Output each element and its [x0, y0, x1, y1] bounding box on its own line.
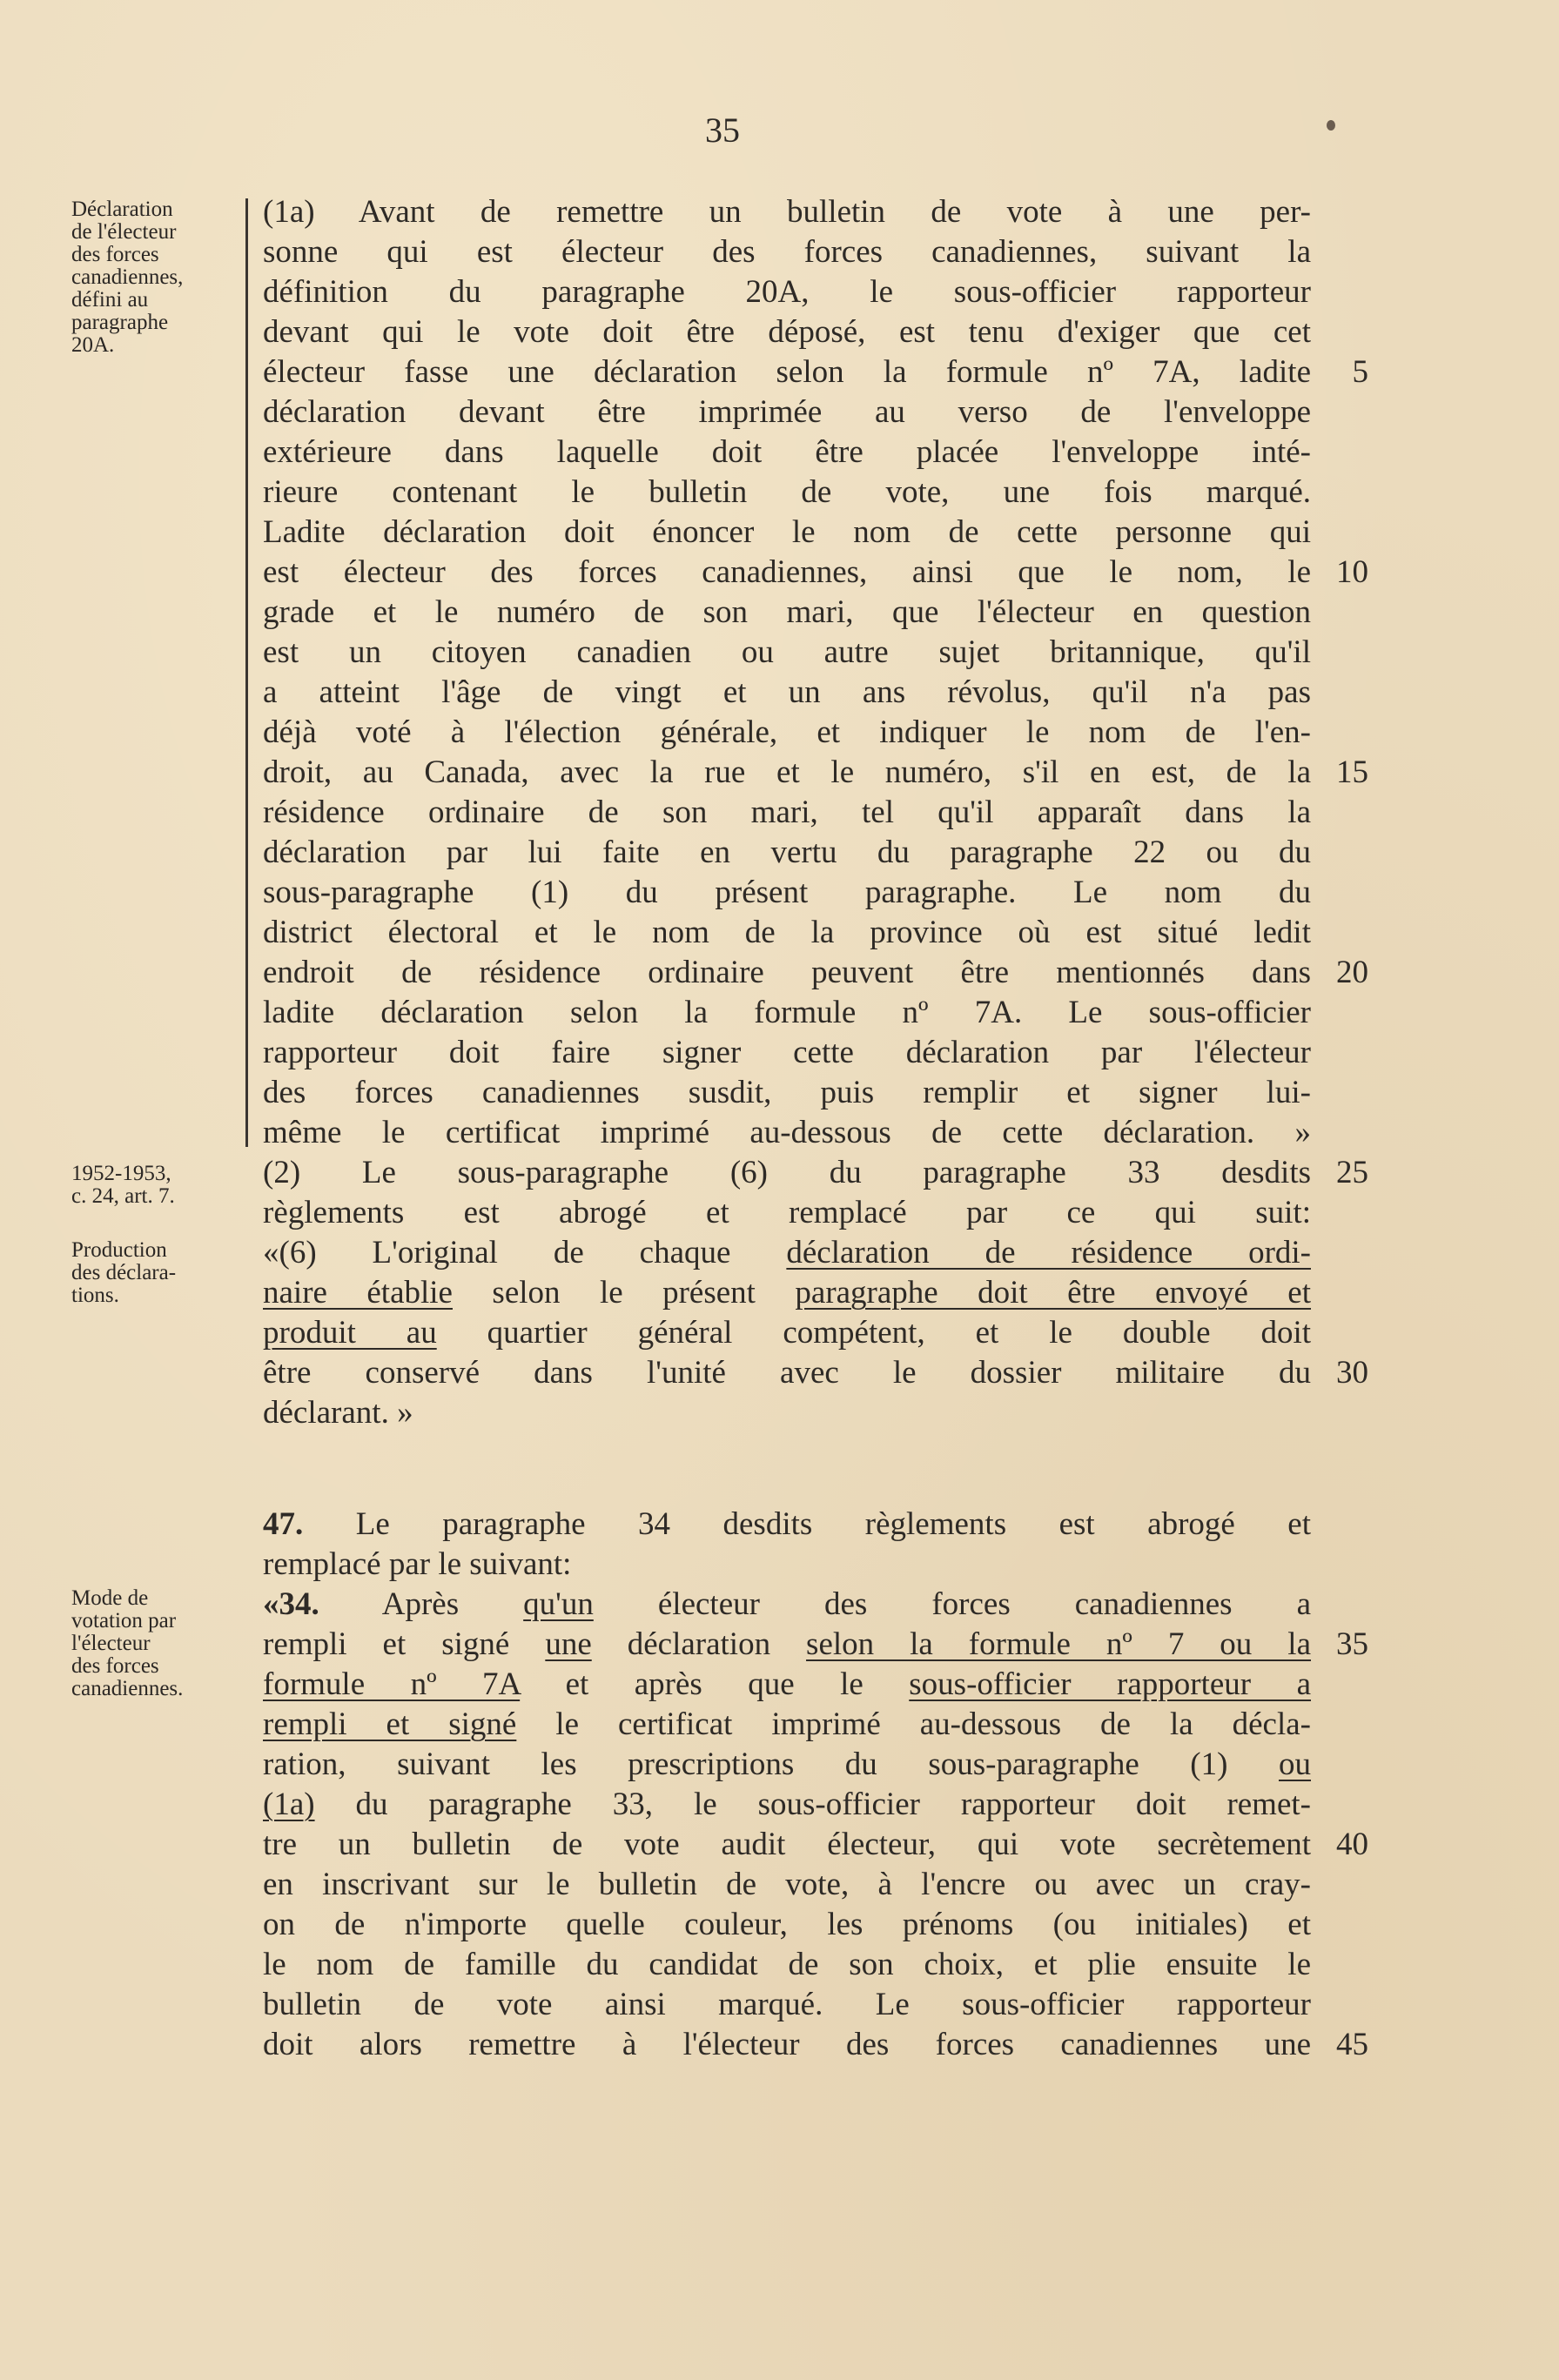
section-number: «34.: [263, 1586, 319, 1622]
page-number: 35: [705, 111, 740, 150]
body-line: droit, au Canada, avec la rue et le numéro, s'il en est, de la: [263, 754, 1311, 790]
body-line: [263, 1505, 1311, 1544]
underlined-text: ou: [1279, 1746, 1311, 1782]
underlined-text: naire établie: [263, 1275, 453, 1311]
text-run: électeur des forces canadiennes a: [593, 1586, 1311, 1622]
line-number: 45: [1336, 2027, 1368, 2062]
body-line: [263, 1626, 1311, 1664]
line-number: 35: [1336, 1626, 1368, 1662]
line-number: 20: [1336, 955, 1368, 990]
underlined-text: formule nº 7A: [263, 1666, 521, 1702]
body-line: [263, 1314, 1311, 1352]
body-line: des forces canadiennes susdit, puis remplir et signer lui-: [263, 1075, 1311, 1110]
body-line: extérieure dans laquelle doit être placée l'enveloppe inté-: [263, 434, 1311, 470]
body-line: déjà voté à l'élection générale, et indiquer le nom de l'en-: [263, 714, 1311, 750]
underlined-text: une: [545, 1626, 592, 1662]
line-number: 25: [1336, 1155, 1368, 1190]
underlined-text: (1a): [263, 1787, 315, 1822]
note-line: des forces: [71, 243, 159, 266]
note-line: Mode de: [71, 1586, 149, 1610]
body-line: rapporteur doit faire signer cette déclaration par l'électeur: [263, 1035, 1311, 1070]
body-line: [263, 1274, 1311, 1312]
text-run: Le paragraphe 34 desdits règlements est abrogé et: [303, 1506, 1311, 1542]
body-line: règlements est abrogé et remplacé par ce qui suit:: [263, 1195, 1311, 1230]
body-line: district électoral et le nom de la province où est situé ledit: [263, 915, 1311, 950]
note-line: Déclaration: [71, 198, 173, 221]
text-run: et après que le: [520, 1666, 910, 1702]
note-line: 20A.: [71, 333, 115, 357]
note-line: Production: [71, 1238, 167, 1262]
note-line: tions.: [71, 1284, 119, 1307]
body-line: déclarant. »: [263, 1395, 413, 1431]
text-run: selon le présent: [453, 1275, 796, 1311]
ink-dot: [1327, 120, 1335, 131]
body-line: a atteint l'âge de vingt et un ans révolus, qu'il n'a pas: [263, 674, 1311, 710]
line-number: 10: [1336, 554, 1368, 590]
body-line: déclaration devant être imprimée au verso de l'enveloppe: [263, 394, 1311, 430]
body-line: (1a) Avant de remettre un bulletin de vote à une per-: [263, 194, 1311, 230]
body-line: le nom de famille du candidat de son choix, et plie ensuite le: [263, 1947, 1311, 1982]
body-line: définition du paragraphe 20A, le sous-officier rapporteur: [263, 274, 1311, 310]
text-run: «(6) L'original de chaque: [263, 1235, 787, 1270]
body-line: être conservé dans l'unité avec le dossier militaire du: [263, 1355, 1311, 1391]
line-number: 5: [1352, 354, 1368, 390]
body-line: sous-paragraphe (1) du présent paragraphe. Le nom du: [263, 875, 1311, 910]
body-line: même le certificat imprimé au-dessous de cette déclaration. »: [263, 1115, 1311, 1150]
underlined-text: rempli et signé: [263, 1706, 517, 1742]
body-line: résidence ordinaire de son mari, tel qu'il apparaît dans la: [263, 794, 1311, 830]
body-line: [263, 1586, 1311, 1624]
margin-note-citation: [71, 1163, 245, 1208]
note-line: l'électeur: [71, 1632, 151, 1655]
body-line: est un citoyen canadien ou autre sujet britannique, qu'il: [263, 634, 1311, 670]
note-line: votation par: [71, 1609, 177, 1632]
body-line: doit alors remettre à l'électeur des forces canadiennes une: [263, 2027, 1311, 2062]
body-line: bulletin de vote ainsi marqué. Le sous-officier rapporteur: [263, 1987, 1311, 2022]
underlined-text: qu'un: [523, 1586, 594, 1622]
body-line: sonne qui est électeur des forces canadiennes, suivant la: [263, 234, 1311, 270]
margin-note-production: [71, 1239, 245, 1307]
body-line: (2) Le sous-paragraphe (6) du paragraphe 33 desdits: [263, 1155, 1311, 1190]
body-line: est électeur des forces canadiennes, ainsi que le nom, le: [263, 554, 1311, 590]
margin-rule: [245, 198, 248, 1147]
note-line: paragraphe: [71, 311, 169, 334]
underlined-text: paragraphe doit être envoyé et: [795, 1275, 1312, 1311]
line-number: 40: [1336, 1827, 1368, 1862]
margin-note-declaration: [71, 198, 245, 357]
margin-note-voting-mode: [71, 1587, 245, 1700]
text-run: quartier général compétent, et le double doit: [436, 1315, 1311, 1351]
body-line: [263, 1706, 1311, 1744]
text-run: ration, suivant les prescriptions du sous-paragraphe (1): [263, 1746, 1279, 1782]
body-line: [263, 1786, 1311, 1824]
body-line: Ladite déclaration doit énoncer le nom de cette personne qui: [263, 514, 1311, 550]
body-line: grade et le numéro de son mari, que l'électeur en question: [263, 594, 1311, 630]
body-line: devant qui le vote doit être déposé, est tenu d'exiger que cet: [263, 314, 1311, 350]
note-line: canadiennes,: [71, 265, 184, 289]
body-line: rieure contenant le bulletin de vote, une fois marqué.: [263, 474, 1311, 510]
body-line: déclaration par lui faite en vertu du paragraphe 22 ou du: [263, 835, 1311, 870]
line-number: 15: [1336, 754, 1368, 790]
underlined-text: produit au: [263, 1315, 437, 1351]
body-line: [263, 1234, 1311, 1272]
body-line: tre un bulletin de vote audit électeur, qui vote secrètement: [263, 1827, 1311, 1862]
note-line: défini au: [71, 288, 149, 312]
body-line: endroit de résidence ordinaire peuvent être mentionnés dans: [263, 955, 1311, 990]
text-run: le certificat imprimé au-dessous de la décla-: [516, 1706, 1311, 1742]
note-line: de l'électeur: [71, 220, 177, 244]
note-line: c. 24, art. 7.: [71, 1184, 175, 1208]
body-line: ladite déclaration selon la formule nº 7A. Le sous-officier: [263, 995, 1311, 1030]
note-line: des forces: [71, 1654, 159, 1678]
section-number: 47.: [263, 1506, 304, 1542]
underlined-text: sous-officier rapporteur a: [909, 1666, 1311, 1702]
body-line: [263, 1746, 1311, 1784]
text-run: du paragraphe 33, le sous-officier rapporteur doit remet-: [314, 1787, 1311, 1822]
body-line: remplacé par le suivant:: [263, 1546, 572, 1582]
body-line: en inscrivant sur le bulletin de vote, à l'encre ou avec un cray-: [263, 1867, 1311, 1902]
text-run: déclaration: [591, 1626, 807, 1662]
note-line: canadiennes.: [71, 1677, 184, 1700]
note-line: des déclara-: [71, 1261, 177, 1284]
text-run: rempli et signé: [263, 1626, 546, 1662]
underlined-text: selon la formule nº 7 ou la: [806, 1626, 1311, 1662]
note-line: 1952-1953,: [71, 1162, 171, 1185]
body-line: [263, 1666, 1311, 1704]
body-line: électeur fasse une déclaration selon la formule nº 7A, ladite: [263, 354, 1311, 390]
line-number: 30: [1336, 1355, 1368, 1391]
underlined-text: déclaration de résidence ordi-: [786, 1235, 1311, 1270]
body-line: on de n'importe quelle couleur, les prénoms (ou initiales) et: [263, 1907, 1311, 1942]
text-run: Après: [319, 1586, 524, 1622]
